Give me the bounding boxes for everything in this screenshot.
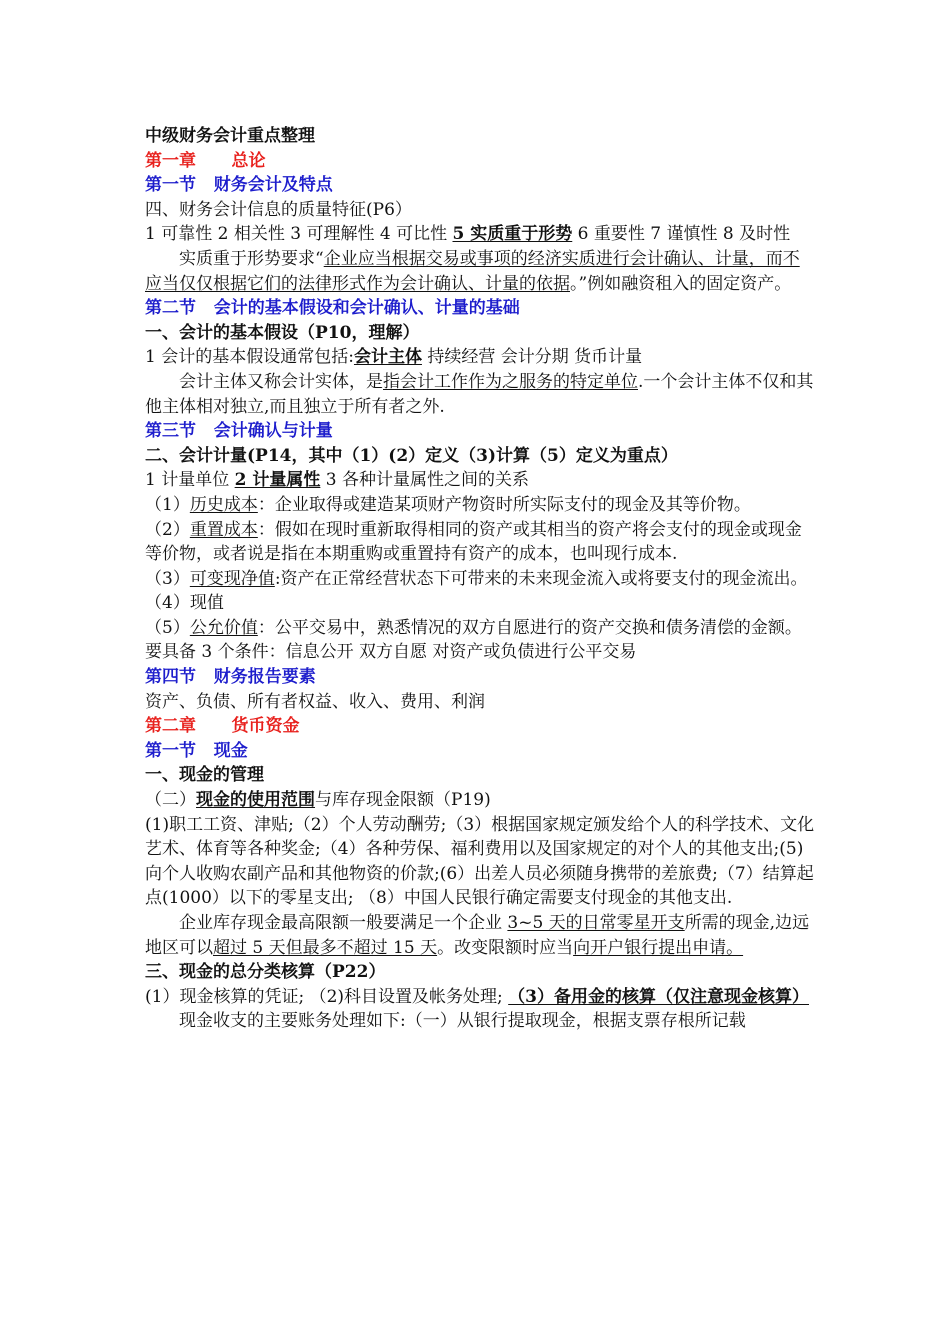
section-name: 财务会计及特点: [213, 175, 333, 196]
paragraph-report-elements: 资产、负债、所有者权益、收入、费用、利润: [145, 691, 485, 712]
section-1-3-heading: [145, 419, 815, 444]
chapter-name: 总论: [231, 150, 266, 171]
emphasis-text: （3）备用金的核算（仅注意现金核算）: [508, 986, 809, 1007]
paragraph-quality-characteristics: 四、财务会计信息的质量特征(P6）: [145, 199, 412, 220]
text-run: 持续经营 会计分期 货币计量: [421, 347, 643, 368]
paragraph-cash-accounting-list: [145, 985, 815, 1010]
paragraph-cash-scope: [145, 788, 815, 813]
heading-measurement: 二、会计计量(P14，其中（1）(2）定义（3)计算（5）定义为重点）: [145, 445, 678, 466]
underlined-text: 向开户银行提出申请。: [573, 937, 744, 958]
section-name: 财务报告要素: [213, 667, 316, 688]
text-run: 企业库存现金最高限额一般要满足一个企业: [179, 913, 508, 933]
section-name: 会计确认与计量: [213, 421, 333, 442]
text-run: 会计主体又称会计实体，是: [179, 371, 383, 392]
heading-cash-accounting: 三、现金的总分类核算（P22）: [145, 962, 386, 983]
text-run: 3 各种计量属性之间的关系: [320, 470, 529, 491]
section-1-2-heading: [145, 296, 815, 321]
paragraph-fair-value: [145, 616, 815, 665]
paragraph-measurement-list: [145, 468, 815, 493]
text-run: 实质重于形势要求“: [179, 248, 324, 269]
document-page: [145, 124, 815, 1034]
section-name: 会计的基本假设和会计确认、计量的基础: [213, 298, 520, 319]
section-2-1-heading: [145, 739, 815, 764]
paragraph-quality-list: [145, 222, 815, 247]
chapter-number: 第二章: [145, 716, 196, 737]
paragraph-cash-limit: [145, 911, 815, 960]
text-run: ：企业取得或建造某项财产物资时所实际支付的现金及其等价物。: [257, 494, 751, 515]
text-run: ：假如在现时重新取得相同的资产或其相当的资产将会支付的现金或现金等价物，或者说是指在本期重购或重置持有资产的成本，也叫现行成本.: [145, 519, 802, 565]
text-run: (1）现金核算的凭证; （2)科目设置及帐务处理;: [145, 986, 509, 1007]
underlined-text: 公允价值: [189, 617, 258, 638]
underlined-text: 指会计工作作为之服务的特定单位: [383, 371, 638, 392]
emphasis-text: 2 计量属性: [234, 470, 321, 491]
text-run: 1 可靠性 2 相关性 3 可理解性 4 可比性: [145, 224, 453, 245]
section-1-1-heading: [145, 173, 815, 198]
paragraph-substance-over-form: [145, 247, 815, 296]
paragraph-cash-entries: 现金收支的主要账务处理如下:（一）从银行提取现金，根据支票存根所记载: [179, 1011, 746, 1032]
section-1-4-heading: [145, 665, 815, 690]
text-run: 所需的现金,边远地区可以: [145, 913, 810, 958]
text-run: （二）: [145, 790, 196, 811]
section-name: 现金: [213, 740, 248, 761]
text-run: :资产在正常经营状态下可带来的未来现金流入或将要支付的现金流出。: [274, 568, 808, 589]
text-run: 6 重要性 7 谨慎性 8 及时性: [572, 224, 791, 245]
paragraph-present-value: （4）现值: [145, 593, 224, 614]
emphasis-text: 现金的使用范围: [196, 790, 315, 811]
paragraph-net-realizable-value: [145, 567, 815, 592]
chapter-1-heading: [145, 149, 815, 174]
document-title: 中级财务会计重点整理: [145, 126, 315, 146]
emphasis-text: 会计主体: [353, 347, 422, 368]
text-run: 。”例如融资租入的固定资产。: [570, 273, 792, 294]
underlined-text: 企业应当根据交易或事项的经济实质进行会计确认、计量，而不应当仅仅根据它们的法律形式作为会计确认、计量的依据: [145, 248, 800, 294]
text-run: （2）: [145, 519, 190, 540]
chapter-number: 第一章: [145, 150, 196, 171]
emphasis-text: 5 实质重于形势: [452, 224, 573, 245]
underlined-text: 可变现净值: [189, 568, 275, 589]
section-number: 第二节: [145, 298, 196, 319]
text-run: ：公平交易中，熟悉情况的双方自愿进行的资产交换和债务清偿的金额。要具备 3 个条件：信息公开 双方自愿 对资产或负债进行公平交易: [145, 617, 802, 663]
text-run: （1）: [145, 494, 190, 515]
paragraph-historical-cost: [145, 493, 815, 518]
text-run: （3）: [145, 568, 190, 589]
underlined-text: 3~5 天的日常零星开支: [507, 913, 685, 933]
text-run: 1 会计的基本假设通常包括:: [145, 347, 354, 368]
text-run: 。改变限额时应当: [437, 937, 574, 958]
chapter-2-heading: [145, 714, 815, 739]
text-run: .一个会计主体不仅和其他主体相对独立,而且独立于所有者之外.: [145, 371, 814, 417]
underlined-text: 重置成本: [189, 519, 258, 540]
underlined-text: 超过 5 天但最多不超过 15 天: [213, 937, 438, 958]
text-run: （5）: [145, 617, 190, 638]
paragraph-replacement-cost: [145, 518, 815, 567]
paragraph-cash-scope-list: (1)职工工资、津贴;（2）个人劳动酬劳;（3）根据国家规定颁发给个人的科学技术、文化艺术、体育等各种奖金;（4）各种劳保、福利费用以及国家规定的对个人的其他支出;(5)向个人收购农副产品和其他物资的价款;(6）出差人员必须随身携带的差旅费;（7）结算起点(1000）以下的零星支出; （8）中国人民银行确定需要支付现金的其他支出.: [145, 814, 815, 909]
section-number: 第三节: [145, 421, 196, 442]
heading-basic-assumptions: 一、会计的基本假设（P10，理解）: [145, 322, 420, 343]
paragraph-accounting-entity: [145, 370, 815, 419]
paragraph-assumptions-list: [145, 345, 815, 370]
section-number: 第一节: [145, 740, 196, 761]
text-run: 与库存现金限额（P19): [315, 790, 491, 811]
text-run: 1 计量单位: [145, 470, 235, 491]
underlined-text: 历史成本: [189, 494, 258, 515]
chapter-name: 货币资金: [231, 716, 300, 737]
section-number: 第四节: [145, 667, 196, 688]
heading-cash-management: 一、现金的管理: [145, 765, 264, 786]
section-number: 第一节: [145, 175, 196, 196]
